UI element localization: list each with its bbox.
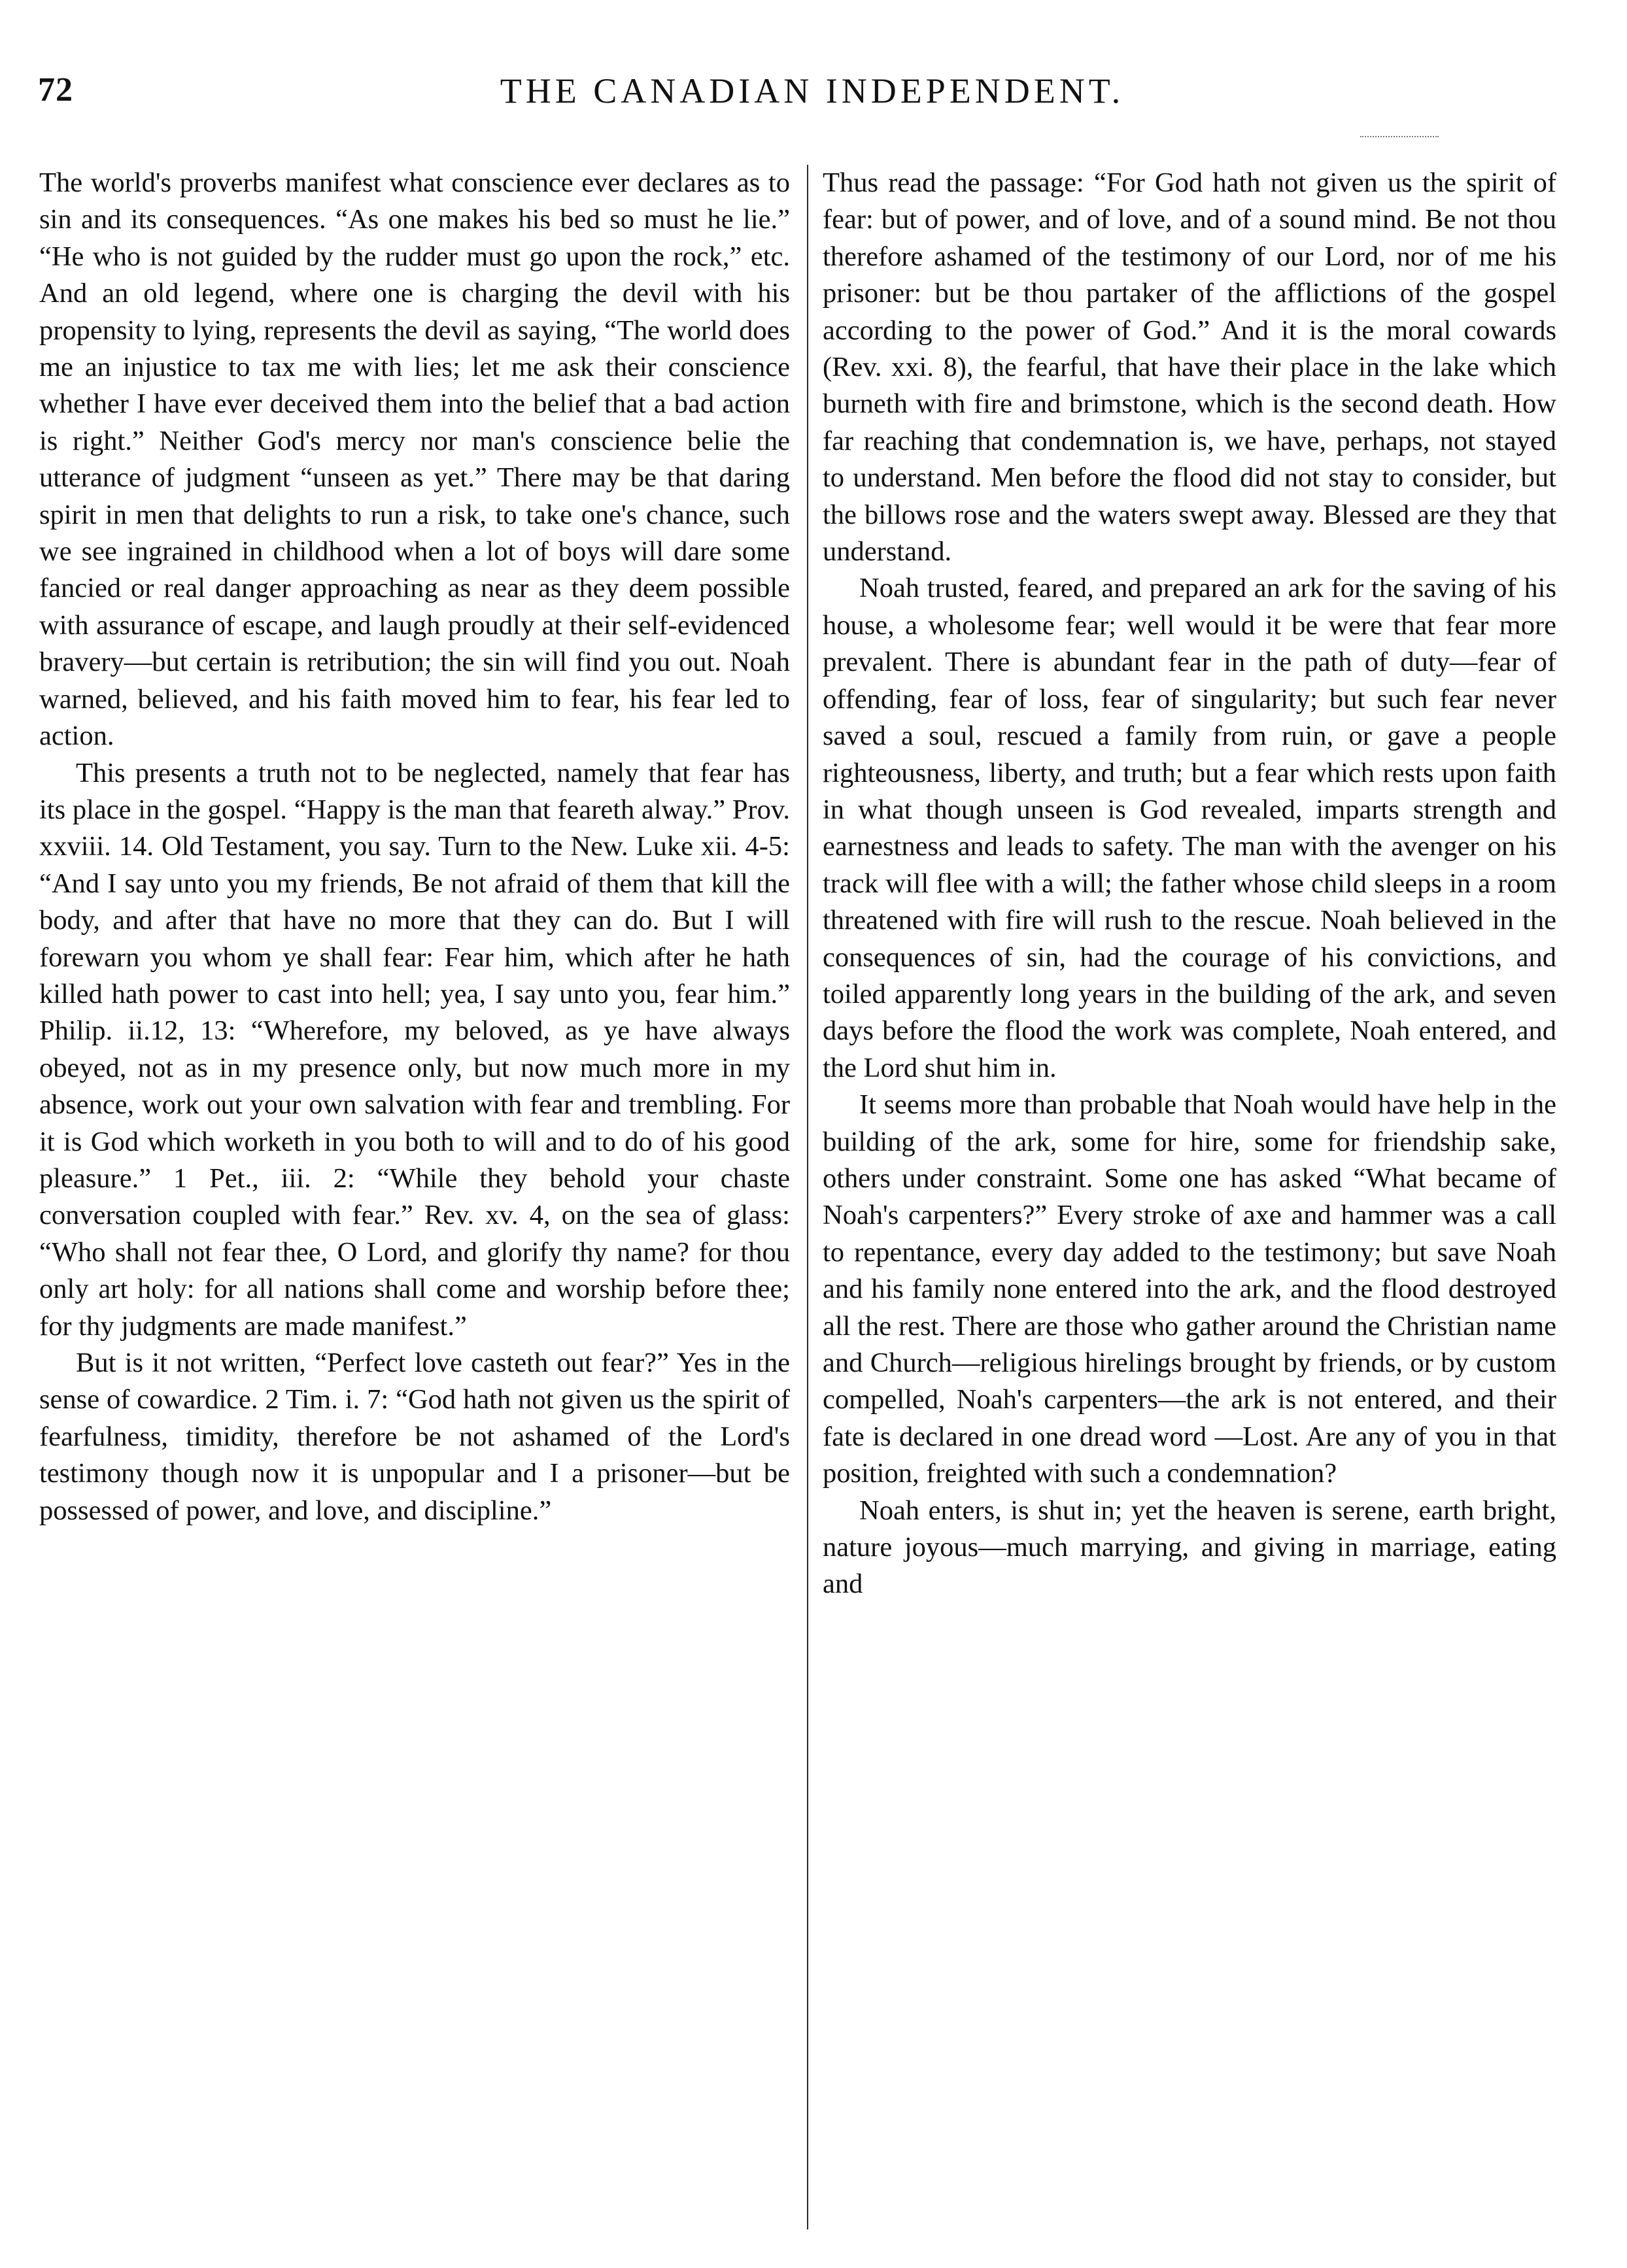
column-divider	[807, 165, 808, 2229]
right-column	[823, 165, 1556, 1603]
journal-title: THE CANADIAN INDEPENDENT.	[500, 71, 1125, 110]
paragraph: But is it not written, “Perfect love casteth out fear?” Yes in the sense of cowardice. 2 Tim. i. 7: “God hath not given us the spirit of fearfulness, timidity, therefore be not ashamed of the Lord's testimony though now it is unpopular and I a prisoner—but be possessed of power, and love, and discipline.”	[39, 1347, 790, 1526]
print-mark	[1360, 136, 1439, 139]
paragraph: It seems more than probable that Noah would have help in the building of the ark, some for hire, some for friendship sake, others under constraint. Some one has asked “What became of Noah's carpenters?” Every stroke of axe and hammer was a call to repentance, every day added to the testimony; but save Noah and his family none entered into the ark, and the flood destroyed all the rest. There are those who gather around the Christian name and Church—religious hirelings brought by friends, or by custom compelled, Noah's carpenters—the ark is not entered, and their fate is declared in one dread word —Lost. Are any of you in that position, freighted with such a condemnation?	[823, 1089, 1556, 1489]
paragraph: Noah enters, is shut in; yet the heaven is serene, earth bright, nature joyous—much marrying, and giving in marriage, eating and	[823, 1495, 1556, 1600]
page-header	[34, 71, 1590, 116]
page-number: 72	[38, 71, 73, 109]
paragraph: This presents a truth not to be neglected, namely that fear has its place in the gospel. “Happy is the man that feareth alway.” Prov. xxviii. 14. Old Testament, you say. Turn to the New. Luke xii. 4-5: “And I say unto you my friends, Be not afraid of them that kill the body, and after that have no more that they can do. But I will forewarn you whom ye shall fear: Fear him, which after he hath killed hath power to cast into hell; yea, I say unto you, fear him.” Philip. ii.12, 13: “Wherefore, my beloved, as ye have always obeyed, not as in my presence only, but now much more in my absence, work out your own salvation with fear and trembling. For it is God which worketh in you both to will and to do of his good pleasure.” 1 Pet., iii. 2: “While they behold your chaste conversation coupled with fear.” Rev. xv. 4, on the sea of glass: “Who shall not fear thee, O Lord, and glorify thy name? for thou only art holy: for all nations shall come and worship before thee; for thy judgments are made manifest.”	[39, 757, 790, 1342]
left-column	[39, 165, 790, 1529]
paragraph: The world's proverbs manifest what conscience ever declares as to sin and its consequences. “As one makes his bed so must he lie.” “He who is not guided by the rudder must go upon the rock,” etc. And an old legend, where one is charging the devil with his propensity to lying, represents the devil as saying, “The world does me an injustice to tax me with lies; let me ask their conscience whether I have ever deceived them into the belief that a bad action is right.” Neither God's mercy nor man's conscience belie the utterance of judgment “unseen as yet.” There may be that daring spirit in men that delights to run a risk, to take one's chance, such we see ingrained in childhood when a lot of boys will dare some fancied or real danger approaching as near as they deem possible with assurance of escape, and laugh proudly at their self-evidenced bravery—but certain is retribution; the sin will find you out. Noah warned, believed, and his faith moved him to fear, his fear led to action.	[39, 167, 790, 752]
paragraph: Noah trusted, feared, and prepared an ark for the saving of his house, a wholesome fear; well would it be were that fear more prevalent. There is abundant fear in the path of duty—fear of offending, fear of loss, fear of singularity; but such fear never saved a soul, rescued a family from ruin, or gave a people righteousness, liberty, and truth; but a fear which rests upon faith in what though unseen is God revealed, imparts strength and earnestness and leads to safety. The man with the avenger on his track will flee with a will; the father whose child sleeps in a room threatened with fire will rush to the rescue. Noah believed in the consequences of sin, had the courage of his convictions, and toiled apparently long years in the building of the ark, and seven days before the flood the work was complete, Noah entered, and the Lord shut him in.	[823, 573, 1556, 1083]
paragraph: Thus read the passage: “For God hath not given us the spirit of fear: but of power, and of love, and of a sound mind. Be not thou therefore ashamed of the testimony of our Lord, nor of me his prisoner: but be thou partaker of the afflictions of the gospel according to the power of God.” And it is the moral cowards (Rev. xxi. 8), the fearful, that have their place in the lake which burneth with fire and brimstone, which is the second death. How far reaching that condemnation is, we have, perhaps, not stayed to understand. Men before the flood did not stay to consider, but the billows rose and the waters swept away. Blessed are they that understand.	[823, 167, 1556, 567]
